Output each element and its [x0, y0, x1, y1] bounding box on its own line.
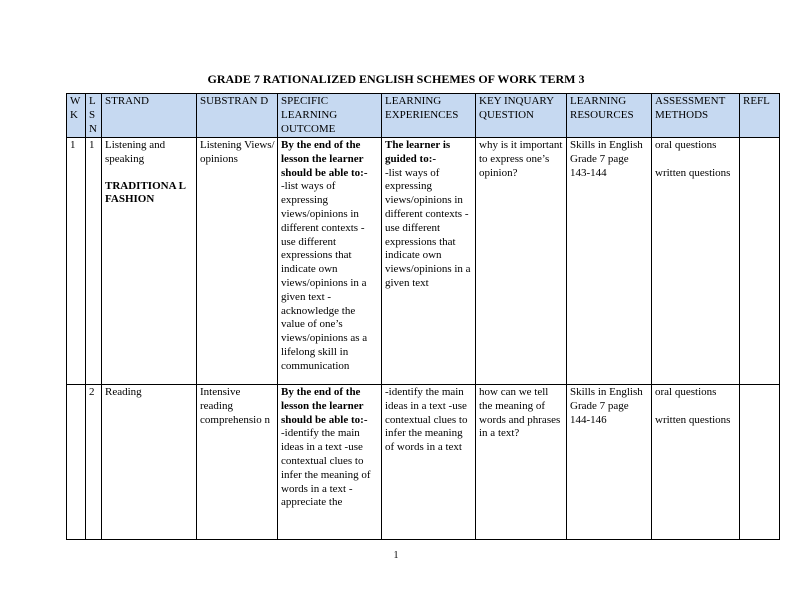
header-reflection: REFL — [740, 94, 780, 138]
document-title: GRADE 7 RATIONALIZED ENGLISH SCHEMES OF WORK TERM 3 — [207, 72, 585, 86]
header-substrand: SUBSTRAN D — [197, 94, 278, 138]
header-key-inquiry-question: KEY INQUARY QUESTION — [476, 94, 567, 138]
inquiry-question-cell: how can we tell the meaning of words and phrases in a text? — [476, 385, 567, 540]
assessment-method: written questions — [655, 413, 731, 426]
header-specific-learning-outcome: SPECIFIC LEARNING OUTCOME — [278, 94, 382, 138]
table-header-row — [67, 94, 780, 138]
substrand-cell: Listening Views/ opinions — [197, 138, 278, 385]
schemes-of-work-table — [66, 93, 780, 540]
outcome-lead: By the end of the lesson the learner should be able to:- — [281, 139, 368, 179]
strand-cell: Reading — [102, 385, 197, 540]
week-cell — [67, 385, 86, 540]
substrand-cell: Intensive reading comprehensio n — [197, 385, 278, 540]
week-cell: 1 — [67, 138, 86, 385]
page-number: 1 — [393, 550, 399, 561]
assessment-method: oral questions — [655, 139, 717, 151]
outcome-cell — [278, 385, 382, 540]
assessment-method: oral questions — [655, 386, 717, 398]
assessment-cell — [652, 138, 740, 385]
strand-theme: TRADITIONA L FASHION — [105, 179, 186, 206]
lesson-cell: 1 — [86, 138, 102, 385]
reflection-cell — [740, 385, 780, 540]
resources-cell: Skills in English Grade 7 page 144-146 — [567, 385, 652, 540]
header-lesson: L S N — [86, 94, 102, 138]
experiences-cell: -identify the main ideas in a text -use contextual clues to infer the meaning of words in a text — [382, 385, 476, 540]
table-row — [67, 385, 780, 540]
header-week: W K — [67, 94, 86, 138]
strand-text: Listening and speaking — [105, 139, 166, 165]
outcome-lead: By the end of the lesson the learner should be able to:- — [281, 386, 368, 426]
assessment-method: written questions — [655, 166, 731, 179]
header-assessment-methods: ASSESSMENT METHODS — [652, 94, 740, 138]
experiences-cell — [382, 138, 476, 385]
header-learning-resources: LEARNING RESOURCES — [567, 94, 652, 138]
header-learning-experiences: LEARNING EXPERIENCES — [382, 94, 476, 138]
experiences-lead: The learner is guided to:- — [385, 139, 451, 165]
lesson-cell: 2 — [86, 385, 102, 540]
strand-cell — [102, 138, 197, 385]
assessment-cell — [652, 385, 740, 540]
resources-cell: Skills in English Grade 7 page 143-144 — [567, 138, 652, 385]
outcome-body: -list ways of expressing views/opinions in different contexts -use different expressions that indicate own views/opinions in a given text -acknowledge the value of one’s views/opinions as a lifelong skill in communication — [281, 180, 368, 372]
outcome-body: -identify the main ideas in a text -use contextual clues to infer the meaning of words in a text -appreciate the — [281, 427, 371, 509]
outcome-cell — [278, 138, 382, 385]
reflection-cell — [740, 138, 780, 385]
header-strand: STRAND — [102, 94, 197, 138]
inquiry-question-cell: why is it important to express one’s opinion? — [476, 138, 567, 385]
table-row — [67, 138, 780, 385]
experiences-body: -list ways of expressing views/opinions in different contexts -use different expressions that indicate own views/opinions in a given text — [385, 166, 471, 289]
